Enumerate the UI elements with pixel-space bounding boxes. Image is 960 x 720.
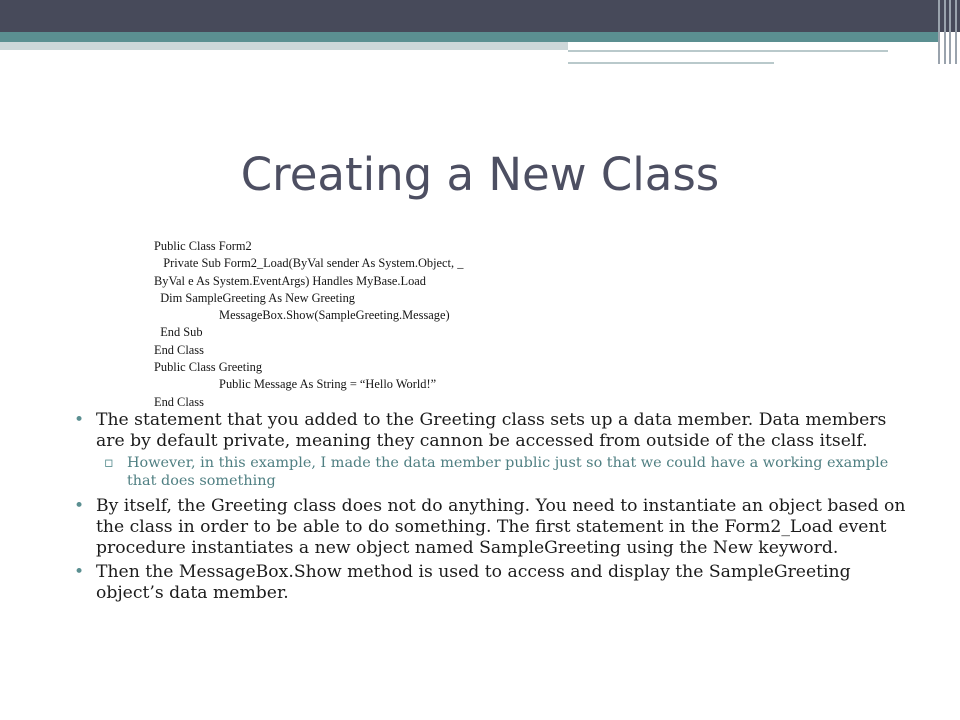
slide-title: Creating a New Class [240, 148, 720, 201]
bullet-text: Then the MessageBox.Show method is used to access and display the SampleGreeting object’s data member. [96, 562, 851, 603]
code-line: Public Message As String = “Hello World!” [154, 377, 437, 392]
code-block [154, 238, 574, 411]
header-accent-line [568, 50, 888, 52]
header-band-grey [0, 42, 568, 50]
bullet-list [66, 410, 906, 607]
bullet-marker-icon: • [74, 496, 85, 517]
header-band-dark [0, 0, 960, 32]
sub-bullet-item [66, 455, 906, 490]
header-band-teal [0, 32, 940, 42]
bullet-text: The statement that you added to the Greeting class sets up a data member. Data members are by default private, meaning they cannon be accessed from outside of the class itself. [96, 410, 887, 451]
bullet-item [66, 410, 906, 451]
bullet-item [66, 496, 906, 558]
code-line: Private Sub Form2_Load(ByVal sender As System.Object, _ [154, 256, 464, 271]
code-line: MessageBox.Show(SampleGreeting.Message) [154, 308, 450, 323]
bullet-item [66, 562, 906, 603]
header-stripes [936, 0, 960, 64]
bullet-marker-icon: • [74, 410, 85, 430]
code-line: End Class [154, 342, 204, 357]
bullet-text: By itself, the Greeting class does not do anything. You need to instantiate an object based on the class in order to be able to do something. The first statement in the Form2_Load event procedure instantiates a new object named SampleGreeting using the New keyword. [96, 496, 906, 558]
code-line: ByVal e As System.EventArgs) Handles MyBase.Load [154, 273, 426, 288]
code-line: End Sub [154, 325, 203, 340]
bullet-marker-icon: • [74, 562, 85, 583]
sub-bullet-marker-icon: ▫ [104, 455, 114, 472]
code-line: Public Class Form2 [154, 239, 252, 253]
code-line: Dim SampleGreeting As New Greeting [154, 290, 355, 305]
sub-bullet-text: However, in this example, I made the data member public just so that we could have a working example that does something [127, 455, 889, 489]
code-line: End Class [154, 394, 204, 409]
code-line: Public Class Greeting [154, 360, 263, 375]
header-accent-line-short [568, 62, 774, 64]
